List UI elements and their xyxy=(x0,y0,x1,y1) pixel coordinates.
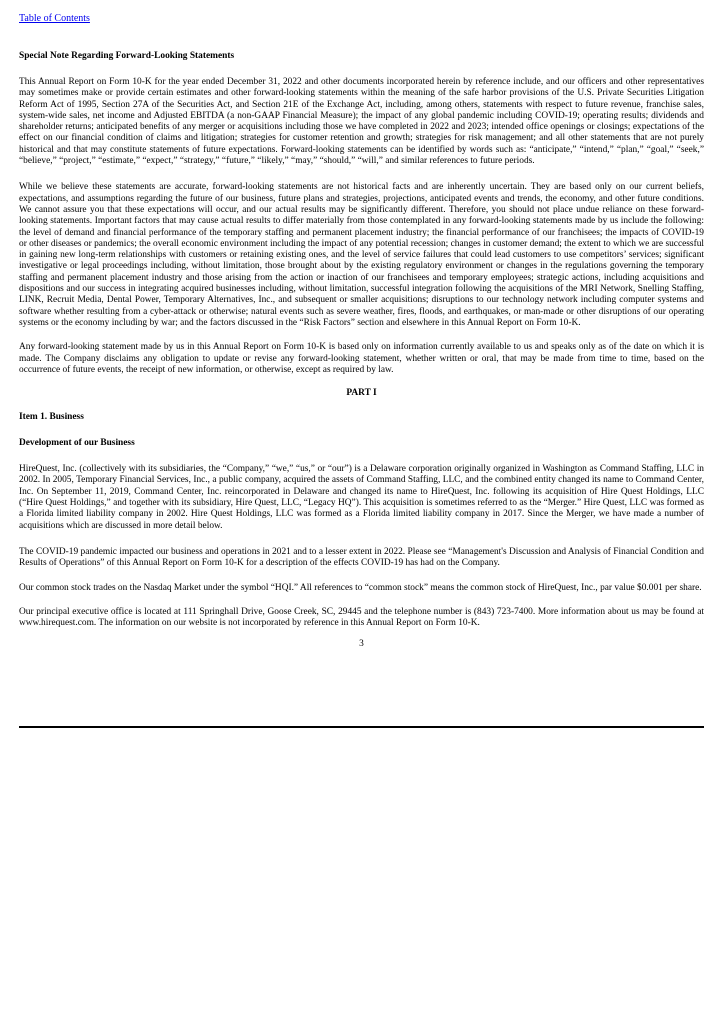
business-paragraph-3: Our common stock trades on the Nasdaq Market under the symbol “HQI.” All references to “common stock” means the common stock of HireQuest, Inc., par value $0.001 per share. xyxy=(19,582,702,593)
page-number: 3 xyxy=(359,639,364,650)
business-paragraph-4: Our principal executive office is located at 111 Springhall Drive, Goose Creek, SC, 29445 and the telephone number is (843) 723-7400. More information about us may be found at www.hirequest.com. The information on our website is not incorporated by reference in this Annual Report on Form 10-K. xyxy=(19,606,704,629)
forward-looking-paragraph-1: This Annual Report on Form 10-K for the year ended December 31, 2022 and other documents incorporated herein by reference include, and our officers and other representatives may sometimes make or provide certain estimates and other forward-looking statements within the meaning of the safe harbor provisions of the U.S. Private Securities Litigation Reform Act of 1995, Section 27A of the Securities Act, and Section 21E of the Exchange Act, including, among others, statements with respect to future revenue, franchise sales, system-wide sales, net income and Adjusted EBITDA (a non-GAAP Financial Measure); the impact of any global pandemic including COVID-19; operating results; dividends and shareholder returns; anticipated benefits of any merger or acquisitions including those we have completed in 2022 and 2023; intended office openings or closings; expectations of the effect on our financial condition of claims and litigation; strategies for customer retention and growth; strategies for risk management; and all other statements that are not purely historical and that may constitute statements of future expectations. Forward-looking statements can be identified by words such as: “anticipate,” “intend,” “plan,” “goal,” “seek,” “believe,” “project,” “estimate,” “expect,” “strategy,” “future,” “likely,” “may,” “should,” “will,” and similar references to future periods. xyxy=(19,77,704,167)
page-divider xyxy=(19,726,704,728)
forward-looking-heading: Special Note Regarding Forward-Looking Statements xyxy=(19,51,235,61)
business-paragraph-2: The COVID-19 pandemic impacted our business and operations in 2021 and to a lesser extent in 2022. Please see “Management's Discussion and Analysis of Financial Condition and Results of Operations” of this Annual Report on Form 10-K for a description of the effects COVID-19 has had on the Company. xyxy=(19,546,704,569)
part-title: PART I xyxy=(346,388,377,399)
forward-looking-paragraph-2: While we believe these statements are accurate, forward-looking statements are not historical facts and are inherently uncertain. They are based only on our current beliefs, expectations, and assumptions regarding the future of our business, future plans and strategies, projections, anticipated events and trends, the economy, and other future conditions. We cannot assure you that these expectations will occur, and our actual results may be significantly different. Therefore, you should not place undue reliance on these forward-looking statements. Important factors that may cause actual results to differ materially from those contemplated in any forward-looking statements made by us include the following: the level of demand and financial performance of the temporary staffing and permanent placement industry; the financial performance of our franchisees; the impacts of COVID-19 or other diseases or pandemics; the overall economic environment including the impact of any potential recession; changes in customer demand; the extent to which we are successful in gaining new long-term relationships with customers or retaining existing ones, and the level of service failures that could lead customers to use competitors’ services; significant investigative or legal proceedings including, without limitation, those brought about by the existing regulatory environment or changes in the regulations governing the temporary staffing and permanent placement industry and those arising from the action or inaction of our franchisees and temporary employees; strategic actions, including acquisitions and dispositions and our success in integrating acquired businesses including, without limitation, successful integration following the acquisitions of the MRI Network, Snelling Staffing, LINK, Recruit Media, Dental Power, Temporary Alternatives, Inc., and subsequent or smaller acquisitions; disruptions to our technology network including computer systems and software whether resulting from a cyber-attack or otherwise; natural events such as severe weather, fires, floods, and earthquakes, or man-made or other disruptions of our operating systems or the economy including by war; and the factors discussed in the “Risk Factors” section and elsewhere in this Annual Report on Form 10-K. xyxy=(19,182,704,328)
document-page xyxy=(19,8,704,660)
table-of-contents-link[interactable]: Table of Contents xyxy=(19,13,90,24)
forward-looking-paragraph-3: Any forward-looking statement made by us in this Annual Report on Form 10-K is based only on information currently available to us and speaks only as of the date on which it is made. The Company disclaims any obligation to update or revise any forward-looking statement, whether written or oral, that may be made from time to time, based on the occurrence of future events, the receipt of new information, or otherwise, except as required by law. xyxy=(19,342,704,375)
item-heading: Item 1. Business xyxy=(19,412,84,423)
section-subheading: Development of our Business xyxy=(19,438,135,449)
business-paragraph-1: HireQuest, Inc. (collectively with its subsidiaries, the “Company,” “we,” “us,” or “our”) is a Delaware corporation originally organized in Washington as Command Staffing, LLC in 2002. In 2005, Temporary Financial Services, Inc., a public company, acquired the assets of Command Staffing, LLC, and the combined entity changed its name to Command Center, Inc. On September 11, 2019, Command Center, Inc. reincorporated in Delaware and changed its name to HireQuest, Inc. following its acquisition of Hire Quest Holdings, LLC (“Hire Quest Holdings,” and together with its subsidiary, Hire Quest, LLC, “Legacy HQ”). This acquisition is sometimes referred to as the “Merger.” Hire Quest, LLC was formed as a Florida limited liability company in 2002. Hire Quest Holdings, LLC was formed as a Florida limited liability company in 2017. Since the Merger, we have made a number of acquisitions which are discussed in more detail below. xyxy=(19,464,704,531)
